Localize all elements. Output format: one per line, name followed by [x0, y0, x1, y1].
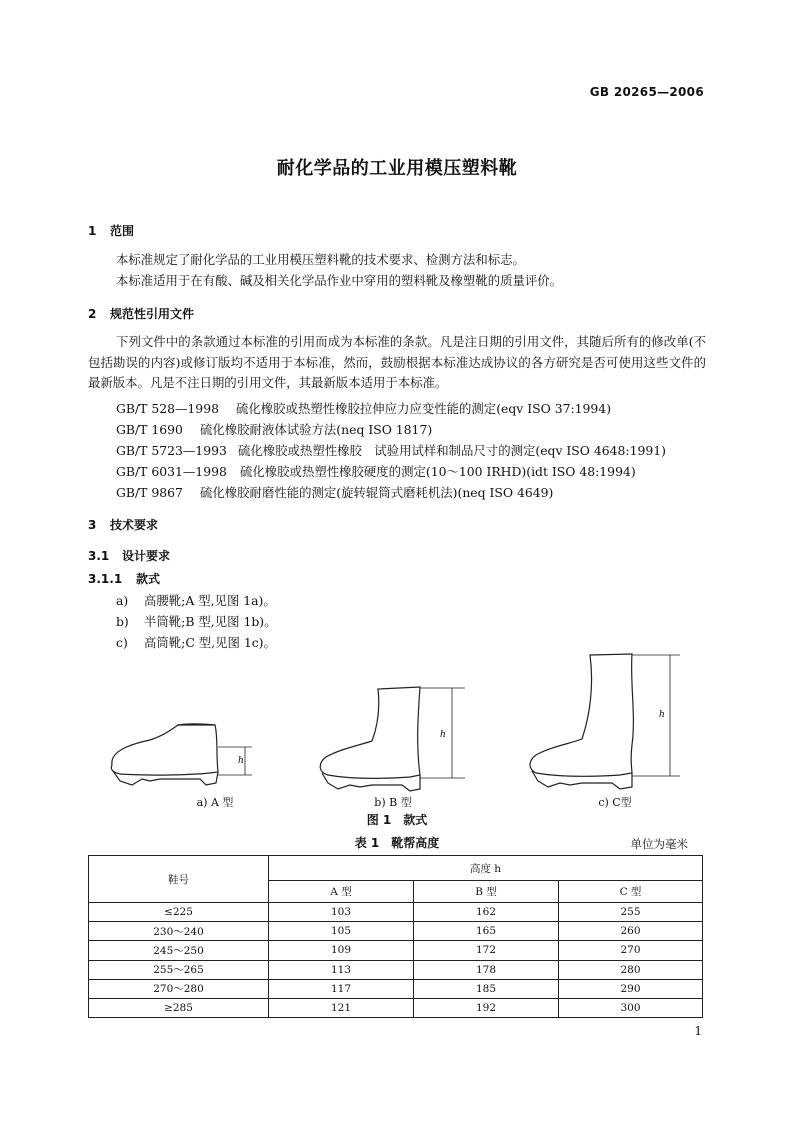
- ref-code: GB/T 9867: [116, 485, 183, 500]
- table-cell: 255～265: [89, 960, 269, 979]
- section-3-1-heading: [88, 547, 170, 564]
- section-title: 技术要求: [110, 518, 159, 532]
- column-header-a: A 型: [269, 881, 414, 903]
- table-cell: 109: [269, 941, 414, 960]
- document-title: 耐化学品的工业用模压塑料靴: [276, 158, 518, 179]
- ref-title: 硫化橡胶耐液体试验方法(neq ISO 1817): [200, 422, 433, 437]
- table-cell: 260: [559, 922, 703, 941]
- boot-height-table: [88, 855, 703, 1018]
- list-text: 高筒靴;C 型,见图 1c)。: [144, 635, 276, 650]
- table-cell: 185: [414, 979, 559, 998]
- list-tag: b): [116, 614, 129, 629]
- table-cell: ≥285: [89, 998, 269, 1017]
- table-title: 表 1 靴帮高度: [354, 836, 440, 850]
- ref-code: GB/T 5723—1993: [116, 443, 227, 458]
- section-title: 设计要求: [122, 549, 171, 563]
- table-cell: 103: [269, 903, 414, 922]
- column-header-b: B 型: [414, 881, 559, 903]
- section-1-para-2: 本标准适用于在有酸、碱及相关化学品作业中穿用的塑料靴及橡塑靴的质量评价。: [116, 273, 563, 288]
- dimension-label: h: [659, 710, 665, 720]
- table-row: [89, 979, 703, 998]
- list-tag: a): [116, 593, 129, 608]
- section-1-heading: [88, 222, 134, 239]
- table-cell: 113: [269, 960, 414, 979]
- figure-caption-b: b) B 型: [374, 796, 412, 809]
- figure-caption-a: a) A 型: [196, 796, 234, 809]
- figure-title: 图 1 款式: [366, 813, 428, 827]
- table-unit: 单位为毫米: [630, 837, 688, 851]
- table-cell: 178: [414, 960, 559, 979]
- section-title: 范围: [110, 224, 135, 238]
- reference-item: [116, 441, 666, 459]
- column-header-c: C 型: [559, 881, 703, 903]
- table-cell: 192: [414, 998, 559, 1017]
- reference-item: [116, 483, 553, 501]
- section-1-para-1: 本标准规定了耐化学品的工业用模压塑料靴的技术要求、检测方法和标志。: [116, 252, 525, 267]
- boot-type-c: [530, 654, 633, 789]
- table-cell: 270: [559, 941, 703, 960]
- table-row: [89, 903, 703, 922]
- table-cell: 105: [269, 922, 414, 941]
- section-2-heading: [88, 305, 194, 322]
- ref-title: 硫化橡胶或热塑性橡胶硬度的测定(10～100 IRHD)(idt ISO 48:1994): [240, 464, 636, 479]
- boot-styles-figure: [0, 645, 794, 815]
- table-row: [89, 941, 703, 960]
- table-cell: 290: [559, 979, 703, 998]
- section-number: 3.1: [88, 549, 110, 563]
- reference-item: [116, 399, 611, 417]
- boot-type-b: [320, 687, 420, 791]
- section-number: 3: [88, 518, 97, 532]
- section-number: 1: [88, 224, 97, 238]
- table-cell: 245～250: [89, 941, 269, 960]
- list-text: 半筒靴;B 型,见图 1b)。: [144, 614, 277, 629]
- section-number: 3.1.1: [88, 572, 123, 586]
- figure-caption-c: c) C型: [598, 796, 632, 809]
- list-tag: c): [116, 635, 128, 650]
- table-cell: 172: [414, 941, 559, 960]
- table-cell: 280: [559, 960, 703, 979]
- ref-title: 硫化橡胶或热塑性橡胶 试验用试样和制品尺寸的测定(eqv ISO 4648:1991): [238, 443, 666, 458]
- table-cell: 270～280: [89, 979, 269, 998]
- table-row: [89, 998, 703, 1017]
- section-title: 规范性引用文件: [110, 307, 195, 321]
- table-row: [89, 922, 703, 941]
- table-cell: 162: [414, 903, 559, 922]
- table-cell: 255: [559, 903, 703, 922]
- standard-number: GB 20265—2006: [589, 85, 704, 99]
- ref-code: GB/T 1690: [116, 422, 183, 437]
- intro-text: 下列文件中的条款通过本标准的引用而成为本标准的条款。凡是注日期的引用文件，其随后所有的修改单(不包括勘误的内容)或修订版均不适用于本标准，然而，鼓励根据本标准达成协议的各方研究是否可使用这些文件的最新版本。凡是不注日期的引用文件，其最新版本适用于本标准。: [88, 334, 706, 390]
- ref-code: GB/T 6031—1998: [116, 464, 227, 479]
- section-3-1-1-heading: [88, 570, 160, 587]
- column-header-size: 鞋号: [89, 856, 269, 903]
- list-text: 高腰靴;A 型,见图 1a)。: [144, 593, 276, 608]
- dimension-label: h: [238, 756, 244, 766]
- table-cell: 165: [414, 922, 559, 941]
- boot-type-a: [111, 724, 218, 785]
- table-cell: 300: [559, 998, 703, 1017]
- ref-code: GB/T 528—1998: [116, 401, 219, 416]
- section-title: 款式: [136, 572, 161, 586]
- reference-item: [116, 462, 636, 480]
- table-cell: 230～240: [89, 922, 269, 941]
- list-item: [116, 591, 276, 609]
- table-cell: 121: [269, 998, 414, 1017]
- reference-item: [116, 420, 432, 438]
- dimension-label: h: [440, 730, 446, 740]
- ref-title: 硫化橡胶耐磨性能的测定(旋转辊筒式磨耗机法)(neq ISO 4649): [200, 485, 554, 500]
- ref-title: 硫化橡胶或热塑性橡胶拉伸应力应变性能的测定(eqv ISO 37:1994): [236, 401, 612, 416]
- page-number: 1: [694, 1024, 702, 1038]
- table-cell: 117: [269, 979, 414, 998]
- column-header-height: 高度 h: [269, 856, 703, 881]
- section-3-heading: [88, 516, 158, 533]
- list-item: [116, 612, 276, 630]
- section-2-intro: [88, 332, 706, 394]
- section-number: 2: [88, 307, 97, 321]
- table-cell: ≤225: [89, 903, 269, 922]
- table-row: [89, 960, 703, 979]
